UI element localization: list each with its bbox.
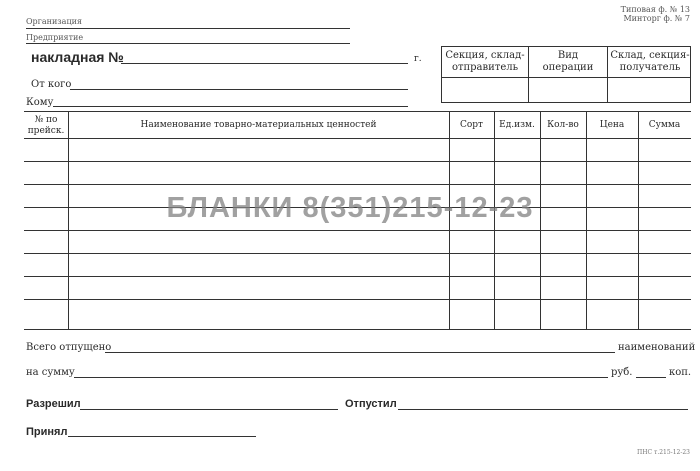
section-operation-header: Вид операции bbox=[542, 50, 594, 73]
header-row-divider bbox=[24, 138, 691, 139]
section-receiver-cell[interactable] bbox=[608, 78, 690, 102]
allowed-signature-line[interactable] bbox=[80, 409, 338, 410]
section-operation-cell[interactable] bbox=[529, 78, 607, 102]
watermark-text: БЛАНКИ 8(351)215-12-23 bbox=[166, 192, 534, 224]
table-row[interactable] bbox=[24, 161, 691, 162]
col-price-list-header: № по прейск. bbox=[27, 115, 65, 136]
amount-label: на сумму bbox=[26, 367, 75, 378]
organization-label: Организация bbox=[26, 17, 82, 26]
amount-line[interactable] bbox=[74, 377, 608, 378]
released-by-signature-line[interactable] bbox=[398, 409, 688, 410]
from-label: От кого bbox=[31, 79, 72, 90]
received-signature-line[interactable] bbox=[68, 436, 256, 437]
invoice-number-line[interactable] bbox=[121, 63, 408, 64]
year-suffix: г. bbox=[414, 54, 422, 64]
table-row[interactable] bbox=[24, 253, 691, 254]
table-row[interactable] bbox=[24, 299, 691, 300]
form-code bbox=[621, 5, 690, 23]
col-price-header: Цена bbox=[599, 120, 625, 130]
col-qty-header: Кол-во bbox=[547, 120, 579, 130]
to-line[interactable] bbox=[53, 106, 408, 107]
released-label: Всего отпущено bbox=[26, 342, 112, 353]
kop-line[interactable] bbox=[636, 377, 666, 378]
col-unit-header: Ед.изм. bbox=[499, 120, 535, 130]
to-label: Кому bbox=[26, 97, 54, 108]
from-line[interactable] bbox=[70, 89, 408, 90]
form-code-line2: Минторг ф. № 7 bbox=[623, 14, 690, 23]
rub-label: руб. bbox=[611, 367, 633, 378]
table-row[interactable] bbox=[24, 276, 691, 277]
footer-code: ПНС т.215-12-23 bbox=[637, 449, 690, 456]
section-table bbox=[441, 46, 691, 103]
released-line[interactable] bbox=[105, 352, 615, 353]
form-code-line1: Типовая ф. № 13 bbox=[620, 5, 690, 14]
kop-label: коп. bbox=[669, 367, 692, 378]
document-title: накладная № bbox=[31, 49, 124, 65]
col-name-header: Наименование товарно-материальных ценностей bbox=[140, 120, 377, 130]
table-row[interactable] bbox=[24, 230, 691, 231]
table-row[interactable] bbox=[24, 184, 691, 185]
organization-line[interactable] bbox=[26, 28, 350, 29]
received-label: Принял bbox=[26, 426, 68, 438]
released-by-label: Отпустил bbox=[345, 398, 397, 410]
section-sender-cell[interactable] bbox=[442, 78, 528, 102]
section-sender-header: Секция, склад-отправитель bbox=[445, 50, 525, 73]
enterprise-line[interactable] bbox=[26, 43, 350, 44]
col-grade-header: Сорт bbox=[459, 120, 484, 130]
section-receiver-header: Склад, секция-получатель bbox=[610, 50, 690, 73]
enterprise-label: Предприятие bbox=[26, 33, 84, 42]
col-sum-header: Сумма bbox=[648, 120, 681, 130]
allowed-label: Разрешил bbox=[26, 398, 81, 410]
items-suffix: наименований bbox=[618, 342, 696, 353]
